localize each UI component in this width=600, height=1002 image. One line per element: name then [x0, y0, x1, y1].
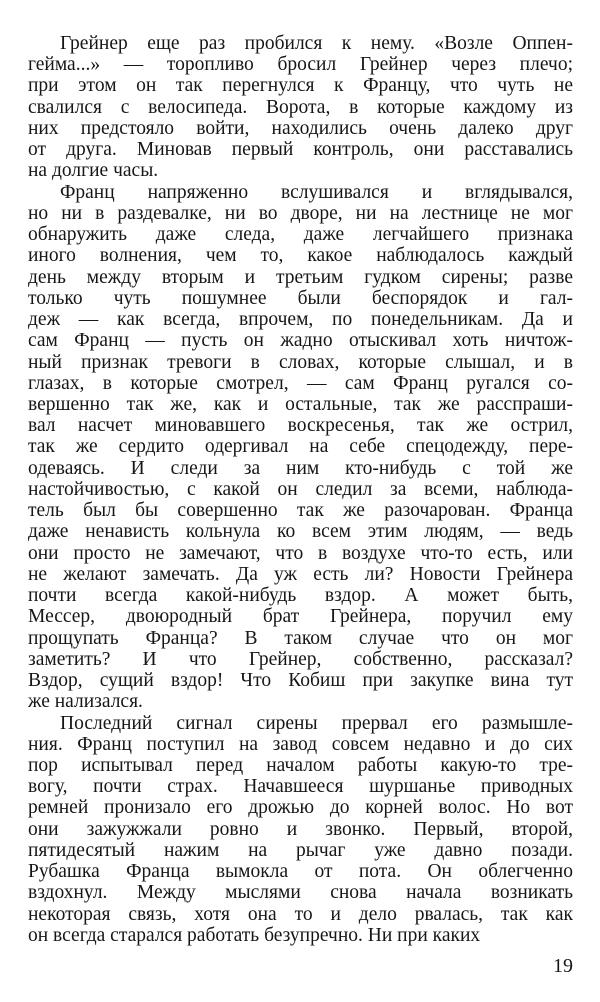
text-line: гейма...» — торопливо бросил Грейнер через плечо; — [28, 54, 573, 76]
text-line: они просто не замечают, что в воздухе что-то есть, или — [28, 542, 573, 564]
text-line: заметить? И что Грейнер, собственно, рассказал? — [28, 648, 573, 670]
text-line: только чуть пошумнее были беспорядок и гал- — [28, 287, 573, 309]
text-line: глазах, в которые смотрел, — сам Франц ругался со- — [28, 372, 573, 394]
text-line: он всегда старался работать безупречно. Ни при каких — [28, 924, 481, 946]
paragraph — [28, 182, 573, 713]
text-line: настойчивостью, с какой он следил за всеми, наблюда- — [28, 478, 573, 500]
text-line: вал насчет миновавшего воскресенья, так же острил, — [28, 415, 573, 437]
text-line: не желают замечать. Да уж есть ли? Новости Грейнера — [28, 563, 573, 585]
text-line: они зажужжали ровно и звонко. Первый, второй, — [28, 818, 573, 840]
paragraph — [28, 713, 573, 947]
text-line: на долгие часы. — [28, 160, 159, 182]
text-line: даже ненависть кольнула ко всем этим людям, — ведь — [28, 521, 573, 543]
text-line: Грейнер еще раз пробился к нему. «Возле Оппен- — [60, 33, 573, 54]
text-line: Франц напряженно вслушивался и вглядывался, — [60, 181, 573, 203]
text-line: от друга. Миновав первый контроль, они расставались — [28, 139, 573, 161]
text-line: свалился с велосипеда. Ворота, в которые каждому из — [28, 96, 573, 118]
text-line: при этом он так перегнулся к Францу, что чуть не — [28, 75, 573, 97]
text-line: деж — как всегда, впрочем, по понедельникам. Да и — [28, 309, 573, 331]
text-line: вершенно так же, как и остальные, так же расспраши- — [28, 393, 573, 415]
text-line: Последний сигнал сирены прервал его размышле- — [60, 712, 573, 734]
paragraph — [28, 33, 573, 182]
text-line: но ни в раздевалке, ни во дворе, ни на лестнице не мог — [28, 202, 573, 224]
text-line: день между вторым и третьим гудком сирены; разве — [28, 266, 573, 288]
text-line: обнаружить даже следа, даже легчайшего признака — [28, 224, 573, 246]
text-line: Мессер, двоюродный брат Грейнера, поручил ему — [28, 606, 573, 628]
text-line: Вздор, сущий вздор! Что Кобиш при закупке вина тут — [28, 670, 573, 692]
text-line: Рубашка Франца вымокла от пота. Он облегченно — [28, 861, 573, 883]
text-line: прощупать Франца? В таком случае что он мог — [28, 627, 573, 649]
text-line: них предстояло войти, находились очень далеко друг — [28, 117, 573, 139]
page-number: 19 — [553, 955, 573, 977]
text-line: ремней пронизало его дрожью до корней волос. Но вот — [28, 797, 573, 819]
text-line: пятидесятый нажим на рычаг уже давно позади. — [28, 839, 573, 861]
text-line: так же сердито одергивал на себе спецодежду, пере- — [28, 436, 573, 458]
text-line: вздохнул. Между мыслями снова начала возникать — [28, 882, 573, 904]
text-line: ный признак тревоги в словах, которые слышал, и в — [28, 351, 573, 373]
text-line: некоторая связь, хотя она то и дело рвалась, так как — [28, 903, 573, 925]
text-line: же нализался. — [28, 691, 143, 713]
text-line: вогу, почти страх. Начавшееся шуршанье приводных — [28, 776, 573, 798]
text-line: ния. Франц поступил на завод совсем недавно и до сих — [28, 733, 573, 755]
text-line: почти всегда какой-нибудь вздор. А может быть, — [28, 585, 573, 607]
page-body — [28, 33, 573, 946]
text-line: сам Франц — пусть он жадно отыскивал хоть ничтож- — [28, 330, 573, 352]
text-line: тель был бы совершенно так же разочарован. Франца — [28, 500, 573, 522]
text-line: пор испытывал перед началом работы какую-то тре- — [28, 754, 573, 776]
text-line: одеваясь. И следи за ним кто-нибудь с той же — [28, 457, 573, 479]
text-line: иного волнения, чем то, какое наблюдалось каждый — [28, 245, 573, 267]
